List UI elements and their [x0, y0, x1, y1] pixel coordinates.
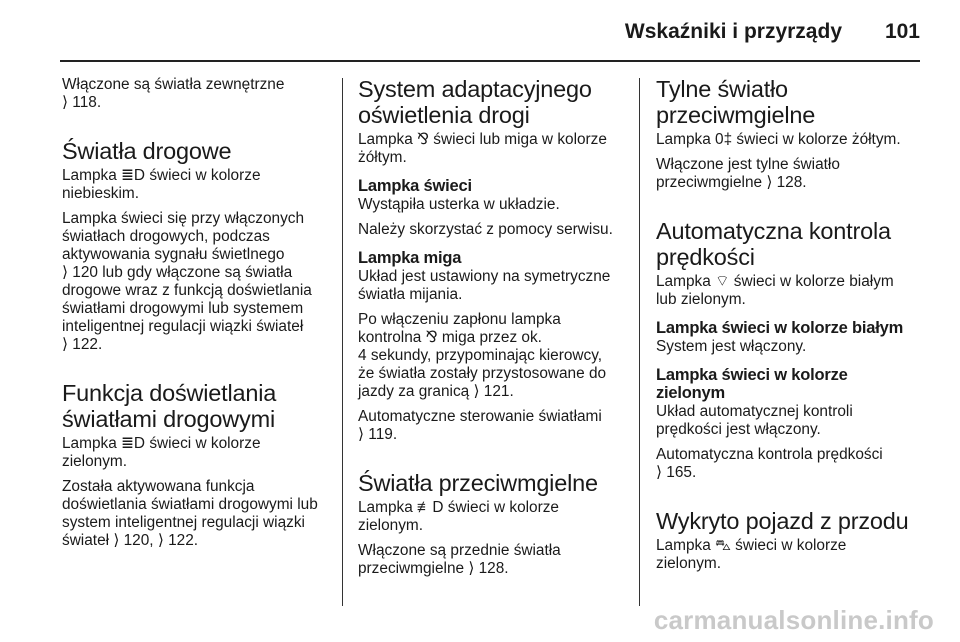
- paragraph: Lampka ⅋ świeci lub miga w kolorze żółtym.: [358, 131, 607, 166]
- page-title: Wskaźniki i przyrządy: [624, 20, 842, 43]
- paragraph: Po włączeniu zapłonu lampka kontrolna ⅋ miga przez ok. 4 sekundy, przypominając kierowcy, że światła zostały przystosowane do jazdy za granicą ⟩ 121.: [358, 311, 607, 400]
- subheading-green: Lampka świeci w kolorze zielonym: [656, 366, 848, 402]
- paragraph: Należy skorzystać z pomocy serwisu.: [358, 221, 613, 238]
- paragraph: Lampka ⌔ świeci w kolorze białym lub zielonym.: [656, 273, 894, 308]
- paragraph: Została aktywowana funkcja doświetlania światłami drogowymi lub system inteligentnej regulacji wiązki świateł ⟩ 120, ⟩ 122.: [62, 478, 318, 549]
- heading-high-beam-assist: Funkcja doświetlania światłami drogowymi: [62, 380, 277, 432]
- paragraph: Lampka ≣D świeci w kolorze zielonym.: [62, 435, 261, 470]
- page-header: [0, 0, 960, 60]
- paragraph: Włączone są przednie światła przeciwmgielne ⟩ 128.: [358, 542, 561, 577]
- heading-high-beam: Światła drogowe: [62, 138, 232, 164]
- column-divider-2: [639, 78, 640, 606]
- subheading-lamp-on: Lampka świeci: [358, 177, 472, 195]
- paragraph: Układ automatycznej kontroli prędkości jest włączony.: [656, 403, 853, 438]
- paragraph: Włączone jest tylne światło przeciwmgielne ⟩ 128.: [656, 156, 840, 191]
- heading-adaptive-lighting: System adaptacyjnego oświetlenia drogi: [358, 76, 592, 128]
- paragraph: Lampka ⛍ świeci w kolorze zielonym.: [656, 537, 847, 572]
- page-number: 101: [884, 20, 920, 43]
- heading-rear-fog: Tylne światło przeciwmgielne: [656, 76, 816, 128]
- paragraph: Lampka ≢D świeci w kolorze zielonym.: [358, 499, 559, 534]
- heading-fog-lights: Światła przeciwmgielne: [358, 470, 598, 496]
- heading-cruise-control: Automatyczna kontrola prędkości: [656, 218, 891, 270]
- paragraph: Wystąpiła usterka w układzie.: [358, 196, 560, 213]
- header-divider: [60, 60, 920, 62]
- intro-paragraph: Włączone są światła zewnętrzne ⟩ 118.: [62, 76, 285, 111]
- paragraph: System jest włączony.: [656, 338, 807, 355]
- paragraph: Lampka świeci się przy włączonych światłach drogowych, podczas aktywowania sygnału świetlnego ⟩ 120 lub gdy włączone są światła drogowe wraz z funkcją doświetlania światłami drogowymi lub systemem inteligentnej regulacji wiązki świateł ⟩ 122.: [62, 210, 312, 353]
- paragraph: Układ jest ustawiony na symetryczne światła mijania.: [358, 268, 611, 303]
- column-1: [62, 76, 334, 557]
- paragraph: Automatyczna kontrola prędkości ⟩ 165.: [656, 446, 883, 481]
- subheading-lamp-flashing: Lampka miga: [358, 249, 462, 267]
- subheading-white: Lampka świeci w kolorze białym: [656, 319, 904, 337]
- column-divider-1: [342, 78, 343, 606]
- paragraph: Lampka ≣D świeci w kolorze niebieskim.: [62, 167, 261, 202]
- paragraph: Automatyczne sterowanie światłami ⟩ 119.: [358, 408, 602, 443]
- watermark: carmanualsonline.info: [653, 605, 934, 635]
- paragraph: Lampka 0‡ świeci w kolorze żółtym.: [656, 131, 901, 148]
- column-2: [358, 76, 630, 585]
- column-3: [656, 76, 928, 580]
- heading-vehicle-ahead: Wykryto pojazd z przodu: [656, 508, 909, 534]
